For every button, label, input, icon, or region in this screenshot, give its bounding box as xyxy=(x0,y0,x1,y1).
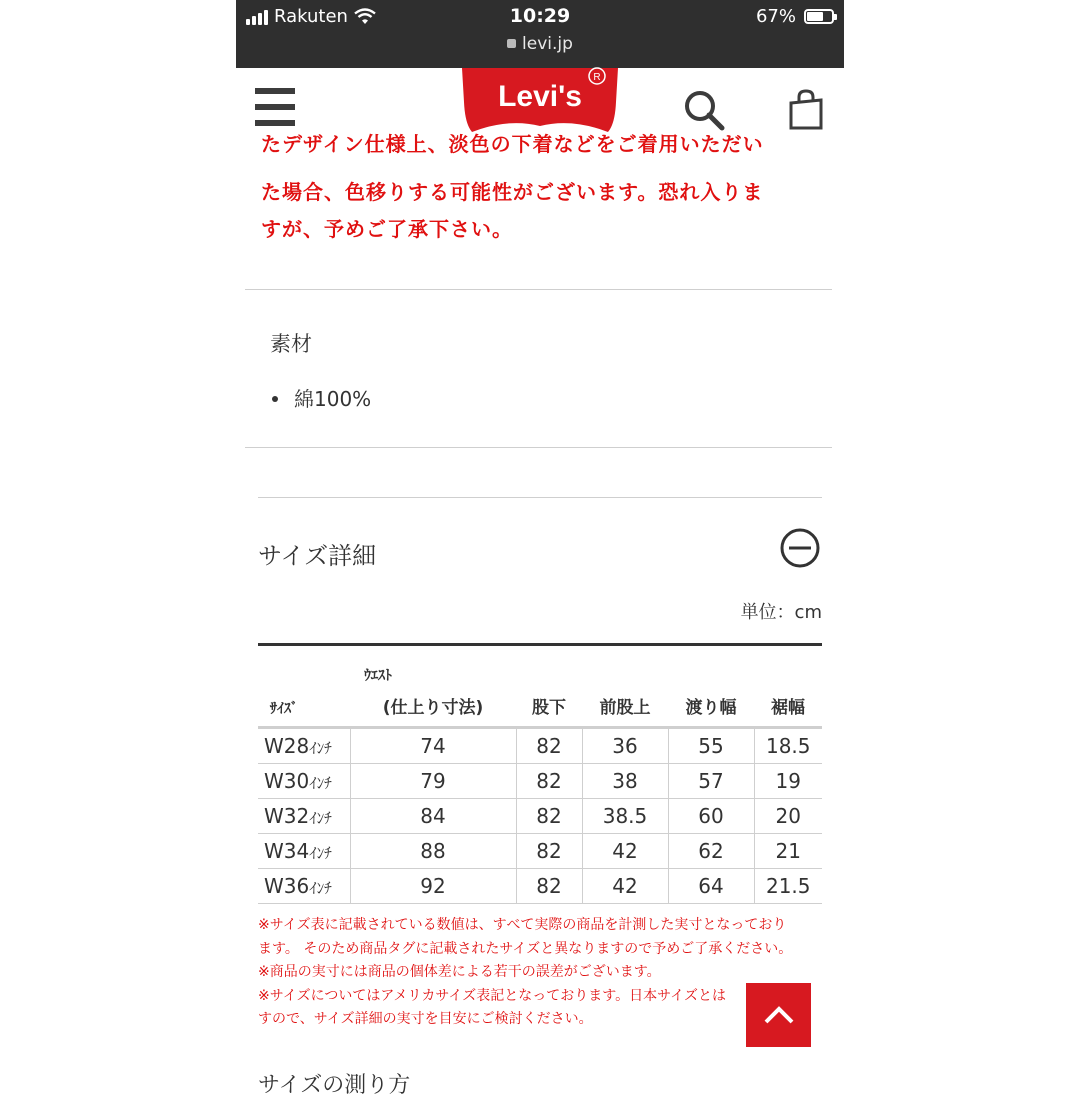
levis-logo[interactable] xyxy=(460,68,620,134)
bag-icon[interactable] xyxy=(788,88,824,130)
cell-hem: 20 xyxy=(754,799,822,834)
cell-front-rise: 36 xyxy=(582,728,668,764)
table-row xyxy=(258,728,822,764)
cell-inseam: 82 xyxy=(516,728,582,764)
cell-size: W28ｲﾝﾁ xyxy=(258,728,350,764)
registered-mark: R xyxy=(593,72,601,83)
cell-inseam: 82 xyxy=(516,869,582,904)
size-table-header xyxy=(258,645,822,728)
cell-thigh: 55 xyxy=(668,728,754,764)
warning-cut-line: たデザイン仕様上、淡色の下着などをご着用いただい xyxy=(261,132,764,156)
bullet xyxy=(272,396,278,402)
cell-inseam: 82 xyxy=(516,764,582,799)
table-row xyxy=(258,764,822,799)
size-table xyxy=(258,643,822,904)
cell-waist: 88 xyxy=(350,834,516,869)
phone-screen xyxy=(236,0,844,1098)
divider xyxy=(245,289,832,290)
cell-hem: 21.5 xyxy=(754,869,822,904)
note-line: ます。 そのため商品タグに記載されたサイズと異なりますので予めご了承ください。 xyxy=(258,940,793,957)
carrier-name: Rakuten xyxy=(274,6,348,27)
next-section-title: サイズの測り方 xyxy=(258,1073,411,1098)
warning-line: た場合、色移りする可能性がございます。恐れ入りま xyxy=(261,180,764,204)
header-thigh: 渡り幅 xyxy=(668,645,754,728)
table-row xyxy=(258,799,822,834)
table-row xyxy=(258,869,822,904)
note-line: すので、サイズ詳細の実寸を目安にご検討ください。 xyxy=(258,1011,593,1027)
note-line: ※商品の実寸には商品の個体差による若干の誤差がございます。 xyxy=(258,964,661,980)
unit-label: 単位：cm xyxy=(740,602,822,623)
cell-front-rise: 38.5 xyxy=(582,799,668,834)
header-hem: 裾幅 xyxy=(754,645,822,728)
cell-waist: 79 xyxy=(350,764,516,799)
cell-inseam: 82 xyxy=(516,834,582,869)
material-title: 素材 xyxy=(270,332,312,356)
lock-icon xyxy=(507,39,516,48)
status-right xyxy=(756,6,834,27)
cell-waist: 92 xyxy=(350,869,516,904)
material-item: 綿100% xyxy=(270,383,371,412)
cell-inseam: 82 xyxy=(516,799,582,834)
cell-hem: 18.5 xyxy=(754,728,822,764)
note-line: ※サイズについてはアメリカサイズ表記となっております。日本サイズとは xyxy=(258,987,726,1004)
battery-percent: 67% xyxy=(755,6,796,27)
cell-front-rise: 38 xyxy=(582,764,668,799)
size-notes xyxy=(258,914,828,1032)
cell-size: W32ｲﾝﾁ xyxy=(258,799,350,834)
header-inseam: 股下 xyxy=(516,645,582,728)
chevron-up-icon xyxy=(763,1005,795,1025)
cell-size: W30ｲﾝﾁ xyxy=(258,764,350,799)
cell-thigh: 64 xyxy=(668,869,754,904)
header-waist: ｳｴｽﾄ (仕上り寸法) xyxy=(350,645,516,728)
battery-icon xyxy=(804,9,834,24)
header-waist-top: ｳｴｽﾄ xyxy=(364,668,392,684)
minus-circle-icon[interactable] xyxy=(779,527,821,569)
back-to-top-button[interactable] xyxy=(746,983,811,1047)
cell-front-rise: 42 xyxy=(582,869,668,904)
clock: 10:29 xyxy=(509,5,571,27)
url-text: levi.jp xyxy=(522,34,573,54)
header-size: ｻｲｽﾞ xyxy=(258,645,350,728)
cell-thigh: 62 xyxy=(668,834,754,869)
divider xyxy=(258,497,822,498)
cell-hem: 21 xyxy=(754,834,822,869)
status-bar xyxy=(236,0,844,68)
cell-waist: 74 xyxy=(350,728,516,764)
note-line: ※サイズ表に記載されている数値は、すべて実際の商品を計測した実寸となっており xyxy=(258,917,787,933)
address-bar[interactable] xyxy=(236,34,844,54)
cell-thigh: 57 xyxy=(668,764,754,799)
hamburger-icon[interactable] xyxy=(255,88,295,126)
care-warning xyxy=(261,132,821,248)
divider xyxy=(245,447,832,448)
table-row xyxy=(258,834,822,869)
logo-text: Levi's xyxy=(498,80,582,113)
cell-hem: 19 xyxy=(754,764,822,799)
cell-size: W34ｲﾝﾁ xyxy=(258,834,350,869)
cell-thigh: 60 xyxy=(668,799,754,834)
header-front-rise: 前股上 xyxy=(582,645,668,728)
cell-front-rise: 42 xyxy=(582,834,668,869)
size-detail-title: サイズ詳細 xyxy=(258,542,377,570)
cell-waist: 84 xyxy=(350,799,516,834)
cell-size: W36ｲﾝﾁ xyxy=(258,869,350,904)
warning-line: すが、予めご了承下さい。 xyxy=(261,217,513,241)
